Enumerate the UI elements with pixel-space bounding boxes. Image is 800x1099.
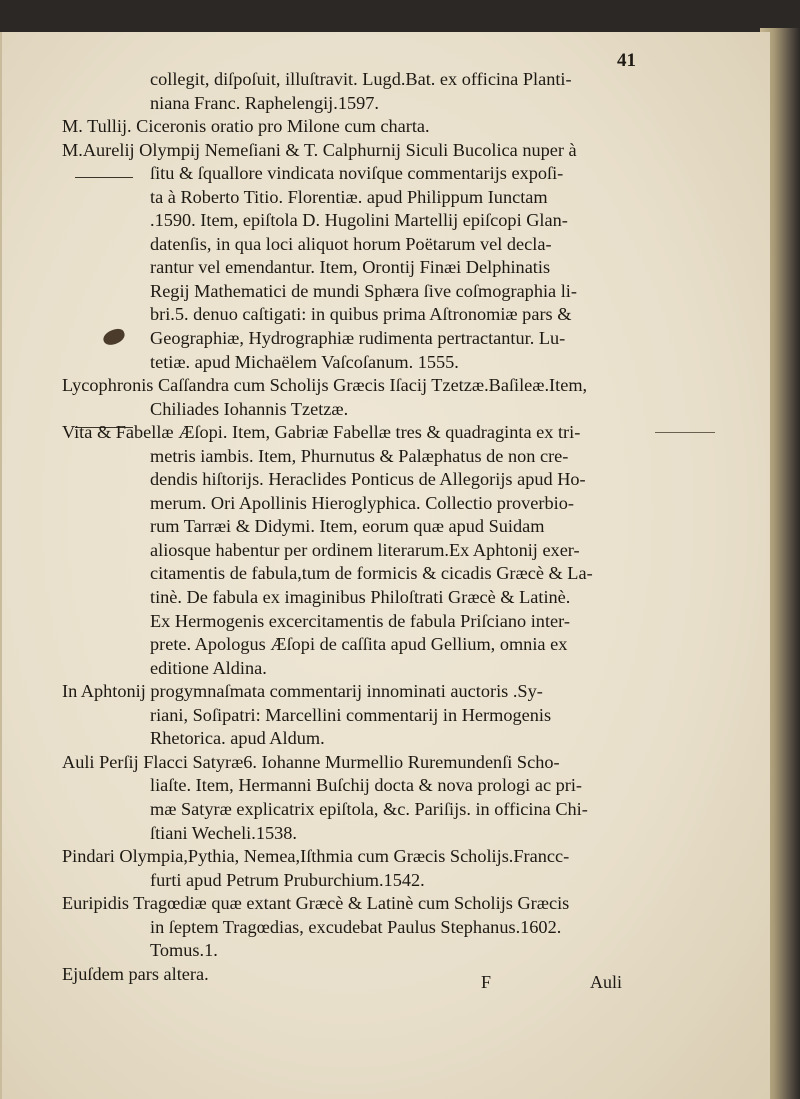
text-line: Ejuſdem pars altera. <box>62 963 209 984</box>
text-line: tetiæ. apud Michaëlem Vaſcoſanum. 1555. <box>150 351 459 372</box>
text-line: Regij Mathematici de mundi Sphæra ſive coſmographia li- <box>150 280 577 301</box>
text-line: Geographiæ, Hydrographiæ rudimenta pertractantur. Lu- <box>150 328 566 349</box>
text-line: bri.5. denuo caſtigati: in quibus prima Aſtronomiæ pars & <box>150 304 572 325</box>
text-line: rum Tarræi & Didymi. Item, eorum quæ apud Suidam <box>150 516 545 537</box>
catalog-text <box>62 68 662 986</box>
text-line: Euripidis Tragœdiæ quæ extant Græcè & Latinè cum Scholijs Græcis <box>62 893 570 914</box>
text-line: In Aphtonij progymnaſmata commentarij innominati auctoris .Sy- <box>62 681 543 702</box>
signature-mark: F <box>481 972 492 992</box>
text-line: metris iambis. Item, Phurnutus & Palæphatus de non cre- <box>150 445 569 466</box>
text-line: liaſte. Item, Hermanni Buſchij docta & nova prologi ac pri- <box>150 775 583 796</box>
text-line: riani, Soſipatri: Marcellini commentarij in Hermogenis <box>150 704 552 725</box>
text-line: in ſeptem Tragœdias, excudebat Paulus Stephanus.1602. <box>150 916 562 937</box>
text-line: Lycophronis Caſſandra cum Scholijs Græcis Iſacij Tzetzæ.Baſileæ.Item, <box>62 375 588 396</box>
text-line: merum. Ori Apollinis Hieroglyphica. Collectio proverbio- <box>150 492 574 513</box>
text-line: Vita & Fabellæ Æſopi. Item, Gabriæ Fabellæ tres & quadraginta ex tri- <box>62 422 581 443</box>
catchword: Auli <box>590 972 623 992</box>
text-line: rantur vel emendantur. Item, Orontij Finæi Delphinatis <box>150 257 551 278</box>
text-line: furti apud Petrum Pruburchium.1542. <box>150 869 425 890</box>
text-line: Ex Hermogenis excercitamentis de fabula Priſciano inter- <box>150 610 570 631</box>
text-line: prete. Apologus Æſopi de caſſita apud Gellium, omnia ex <box>150 634 568 655</box>
text-line: M.Aurelij Olympij Nemeſiani & T. Calphurnij Siculi Bucolica nuper à <box>62 139 577 160</box>
text-line: Chiliades Iohannis Tzetzæ. <box>150 398 349 419</box>
text-line: ta à Roberto Titio. Florentiæ. apud Philippum Iunctam <box>150 186 548 207</box>
text-line: ſitu & ſquallore vindicata noviſque commentarijs expoſi- <box>150 163 564 184</box>
text-line: ſtiani Wecheli.1538. <box>150 822 297 843</box>
text-line: dendis hiſtorijs. Heraclides Ponticus de Allegorijs apud Ho- <box>150 469 586 490</box>
text-line: editione Aldina. <box>150 657 267 678</box>
text-line: Rhetorica. apud Aldum. <box>150 728 325 749</box>
text-line: Auli Perſij Flacci Satyræ6. Iohanne Murmellio Ruremundenſi Scho- <box>62 751 560 772</box>
text-line: niana Franc. Raphelengij.1597. <box>150 92 379 113</box>
text-line: Tomus.1. <box>150 940 218 961</box>
text-line: mæ Satyræ explicatrix epiſtola, &c. Pariſijs. in officina Chi- <box>150 798 588 819</box>
text-line: Pindari Olympia,Pythia, Nemea,Iſthmia cum Græcis Scholijs.Francc- <box>62 846 570 867</box>
text-line: datenſis, in qua loci aliquot horum Poëtarum vel decla- <box>150 233 552 254</box>
page-number: 41 <box>617 50 636 71</box>
text-line: citamentis de fabula,tum de formicis & cicadis Græcè & La- <box>150 563 593 584</box>
text-line: aliosque habentur per ordinem literarum.Ex Aphtonij exer- <box>150 539 580 560</box>
text-line: M. Tullij. Ciceronis oratio pro Milone cum charta. <box>62 116 430 137</box>
text-line: collegit, diſpoſuit, illuſtravit. Lugd.Bat. ex officina Planti- <box>150 69 572 89</box>
text-line: .1590. Item, epiſtola D. Hugolini Martellij epiſcopi Glan- <box>150 210 568 231</box>
text-line: tinè. De fabula ex imaginibus Philoſtrati Græcè & Latinè. <box>150 587 571 608</box>
margin-rule <box>655 432 715 433</box>
